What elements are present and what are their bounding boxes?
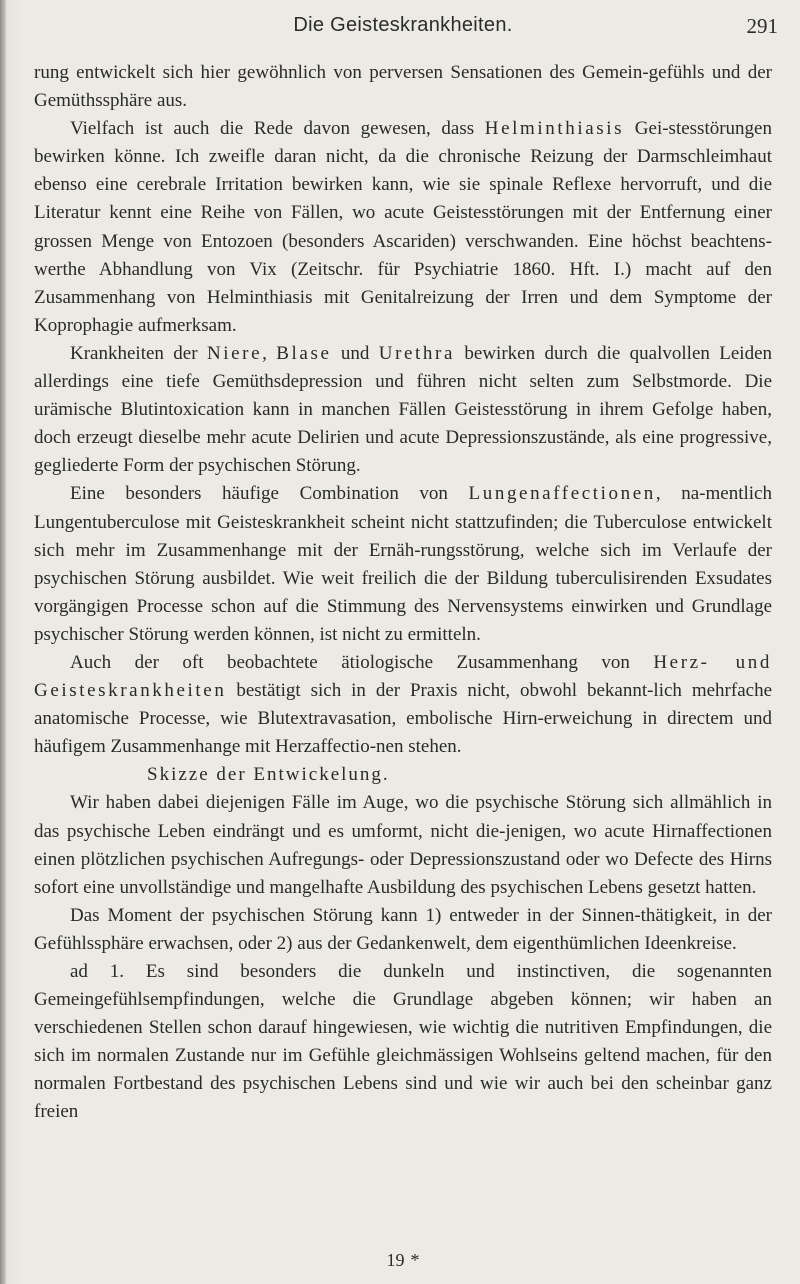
paragraph-5-text-a: Auch der oft beobachtete ätiologische Zusammenhang von — [70, 651, 654, 673]
paragraph-8: ad 1. Es sind besonders die dunkeln und instinctiven, die sogenannten Gemeingefühlsempfindungen, welche die Grundlage abgeben können; wir haben an verschiedenen Stellen schon darauf hingewiesen, wie wichtig die nutritiven Empfindungen, die sich im normalen Zustande nur im Gefühle gleichmässigen Wohlseins geltend machen, für den normalen Fortbestand des psychischen Lebens sind und wie wir auch bei den scheinbar ganz freien — [34, 961, 772, 1123]
page-number: 291 — [746, 14, 778, 38]
paragraph-1: rung entwickelt sich hier gewöhnlich von perversen Sensationen des Gemein-gefühls und der Gemüthssphäre aus. — [34, 62, 772, 112]
paragraph-5-text-b: bestätigt sich in der Praxis nicht, obwohl bekannt-lich mehrfache anatomische Processe, wie Blutextravasation, embolische Hirn-erweichung in directem und häufigem Zusammenhange mit Herzaffectio-nen stehen. — [34, 680, 772, 758]
emphasis-urethra: Urethra — [378, 342, 455, 364]
emphasis-niere: Niere — [206, 342, 263, 364]
paragraph-3-text-c: und — [331, 342, 379, 364]
signature-mark: * — [410, 1250, 420, 1270]
paragraph-2-text-a: Vielfach ist auch die Rede davon gewesen, dass — [70, 118, 485, 140]
emphasis-helminthiasis: Helminthiasis — [484, 118, 625, 140]
paragraph-3-text-b: , — [262, 342, 277, 364]
running-title: Die Geisteskrankheiten. — [293, 14, 513, 36]
paragraph-5 — [34, 649, 772, 761]
emphasis-lungenaffectionen: Lungenaffectionen — [468, 483, 656, 505]
section-heading: Skizze der Entwickelung. — [147, 764, 390, 786]
page-header — [28, 14, 778, 48]
paragraph-3-text-a: Krankheiten der — [70, 342, 207, 364]
paragraph-4 — [34, 480, 772, 649]
page-spine-shadow — [0, 0, 6, 1284]
paragraph-2 — [34, 115, 772, 340]
signature-number: 19 — [386, 1250, 405, 1270]
paragraph-4-text-b: , na-mentlich Lungentuberculose mit Geisteskrankheit scheint nicht stattzufinden; die Tuberculose entwickelt sich mehr im Zusammenhange mit der Ernäh-rungsstörung, welche sich im Verlaufe der psychischen Störung ausbildet. Wie weit freilich die der Bildung tuberculisirenden Exsudates vorgängigen Processe schon auf die Stimmung des Nervensystems einwirken und Grundlage psychischer Störung werden können, ist nicht zu ermitteln. — [34, 483, 772, 645]
paragraph-7: Das Moment der psychischen Störung kann 1) entweder in der Sinnen-thätigkeit, in der Gefühlssphäre erwachsen, oder 2) aus der Gedankenwelt, dem eigenthümlichen Ideenkreise. — [34, 904, 772, 954]
paragraph-4-text-a: Eine besonders häufige Combination von — [70, 483, 469, 505]
emphasis-blase: Blase — [276, 342, 332, 364]
body-text — [34, 59, 772, 1127]
emphasis-herz-geisteskrankheiten: Herz- und Geisteskrankheiten — [34, 651, 772, 702]
paragraph-3 — [34, 340, 772, 480]
paragraph-2-text-b: Gei-stesstörungen bewirken könne. Ich zweifle daran nicht, da die chronische Reizung der Darmschleimhaut ebenso eine cerebrale Irritation bewirken kann, wie sie spinale Reflexe hervorruft, und die Literatur kennt eine Reihe von Fällen, wo acute Geistesstörungen mit der Entfernung einer grossen Menge von Entozoen (besonders Ascariden) verschwanden. Eine höchst beachtens-werthe Abhandlung von Vix (Zeitschr. für Psychiatrie 1860. Hft. I.) macht auf den Zusammenhang von Helminthiasis mit Genitalreizung der Irren und dem Symptome der Koprophagie aufmerksam. — [34, 118, 772, 336]
paragraph-6: Wir haben dabei diejenigen Fälle im Auge, wo die psychische Störung sich allmählich in das psychische Leben eindrängt und es umformt, nicht die-jenigen, wo acute Hirnaffectionen einen plötzlichen psychischen Aufregungs- oder Depressionszustand oder wo Defecte des Hirns sofort eine unvollständige und mangelhafte Ausbildung des psychischen Lebens gesetzt hatten. — [34, 792, 772, 898]
paragraph-3-text-d: bewirken durch die qualvollen Leiden allerdings eine tiefe Gemüthsdepression und führen nicht selten zum Selbstmorde. Die urämische Blutintoxication kann in manchen Fällen Geistesstörung in ihrem Gefolge haben, doch erzeugt dieselbe mehr acute Delirien und acute Depressionszustände, als eine progressive, gegliederte Form der psychischen Störung. — [34, 342, 773, 477]
printer-signature — [0, 1250, 800, 1271]
